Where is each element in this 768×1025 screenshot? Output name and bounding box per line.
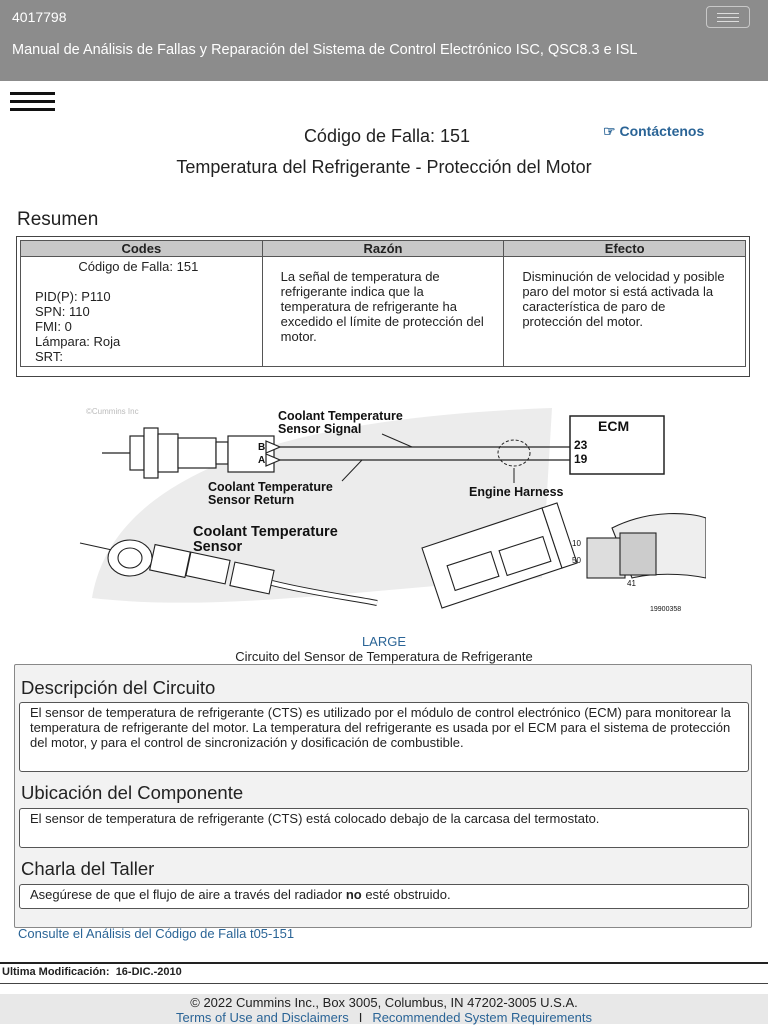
shop-talk-text: [19, 884, 749, 909]
system-requirements-link[interactable]: Recommended System Requirements: [372, 1010, 592, 1025]
sensor-top-drawing: [102, 428, 280, 478]
document-title: Manual de Análisis de Fallas y Reparación del Sistema de Control Electrónico ISC, QSC8.3 e ISL: [12, 42, 638, 58]
sensor-label-line1: Coolant Temperature: [193, 524, 338, 540]
last-modified: [2, 966, 182, 978]
shop-talk-text-part: esté obstruido.: [361, 887, 451, 902]
ecm-pin-50: 50: [572, 556, 581, 565]
last-modified-value: 16-DIC.-2010: [115, 966, 182, 978]
codes-line: PID(P): P110: [35, 289, 111, 304]
fault-code-title: Código de Falla: 151: [303, 126, 471, 146]
shop-talk-heading: Charla del Taller: [21, 858, 155, 879]
harness-label: Engine Harness: [469, 485, 564, 499]
return-label-line2: Sensor Return: [208, 493, 295, 507]
codes-line: FMI: 0: [35, 319, 72, 334]
circuit-description-text: El sensor de temperatura de refrigerante (CTS) es utilizado por el módulo de control electrónico (ECM) para monitorear la temperatura de refrigerante del motor. La temperatura del refrigerante es usada por el ECM para el sistema de protección del motor, y para el control de sincronización y dosificación de combustible.: [19, 702, 749, 772]
ecm-pin-10: 10: [572, 539, 581, 548]
contact-link[interactable]: [603, 123, 704, 140]
terms-link[interactable]: Terms of Use and Disclaimers: [176, 1010, 349, 1025]
column-header-reason: Razón: [262, 241, 504, 257]
column-header-effect: Efecto: [504, 241, 746, 257]
page-footer: [0, 994, 768, 1024]
watermark-text: ©Cummins Inc: [86, 407, 139, 416]
last-modified-label: Ultima Modificación:: [2, 966, 110, 978]
figure-caption: Circuito del Sensor de Temperatura de Refrigerante: [235, 649, 533, 664]
circuit-diagram: [72, 398, 706, 620]
circuit-description-heading: Descripción del Circuito: [21, 677, 216, 698]
pointing-hand-icon: ☞: [603, 123, 616, 139]
effect-cell: Disminución de velocidad y posible paro del motor si está activada la característica de paro de protección del motor.: [504, 257, 746, 367]
document-id: 4017798: [12, 9, 67, 25]
hamburger-menu-icon[interactable]: [10, 92, 56, 114]
top-header-bar: [0, 0, 768, 81]
top-menu-button[interactable]: [706, 6, 750, 28]
codes-line: Lámpara: Roja: [35, 334, 121, 349]
signal-label-line1: Coolant Temperature: [278, 409, 403, 423]
codes-line: SPN: 110: [35, 304, 90, 319]
shop-talk-text-part: Asegúrese de que el flujo de aire a través del radiador: [30, 887, 346, 902]
divider: [0, 983, 768, 984]
footer-links: [0, 1010, 768, 1025]
ecm-pin-19: 19: [574, 452, 588, 466]
divider: [0, 962, 768, 964]
shop-talk-emphasis: no: [345, 887, 362, 902]
reason-cell: La señal de temperatura de refrigerante indica que la temperatura de refrigerante ha excedido el límite de protección del motor.: [262, 257, 504, 367]
details-panel: [14, 664, 752, 928]
large-image-link[interactable]: LARGE: [361, 634, 407, 649]
ecm-pin-41: 41: [627, 579, 636, 588]
footer-separator: I: [358, 1010, 363, 1025]
connector-pin-b: B: [258, 442, 266, 453]
copyright-text: © 2022 Cummins Inc., Box 3005, Columbus, IN 47202-3005 U.S.A.: [190, 995, 578, 1010]
summary-heading: Resumen: [17, 209, 99, 230]
ecm-pin-23: 23: [574, 438, 588, 452]
contact-label: Contáctenos: [619, 123, 705, 139]
ecm-label: ECM: [598, 418, 630, 434]
figure-id: 19900358: [650, 606, 682, 613]
codes-cell: [21, 257, 263, 367]
fault-code-analysis-link[interactable]: Consulte el Análisis del Código de Falla t05-151: [18, 926, 295, 941]
return-label-line1: Coolant Temperature: [208, 480, 333, 494]
summary-table: [20, 240, 746, 367]
sensor-label-line2: Sensor: [193, 539, 243, 555]
summary-table-box: [16, 236, 750, 377]
codes-line: SRT:: [35, 349, 63, 364]
codes-line: Código de Falla: 151: [78, 259, 199, 274]
signal-label-line2: Sensor Signal: [278, 422, 362, 436]
component-location-heading: Ubicación del Componente: [21, 782, 244, 803]
connector-pin-a: A: [258, 455, 266, 466]
fault-subtitle: Temperatura del Refrigerante - Protección del Motor: [176, 157, 592, 177]
column-header-codes: Codes: [21, 241, 263, 257]
component-location-text: El sensor de temperatura de refrigerante (CTS) está colocado debajo de la carcasa del termostato.: [19, 808, 749, 848]
